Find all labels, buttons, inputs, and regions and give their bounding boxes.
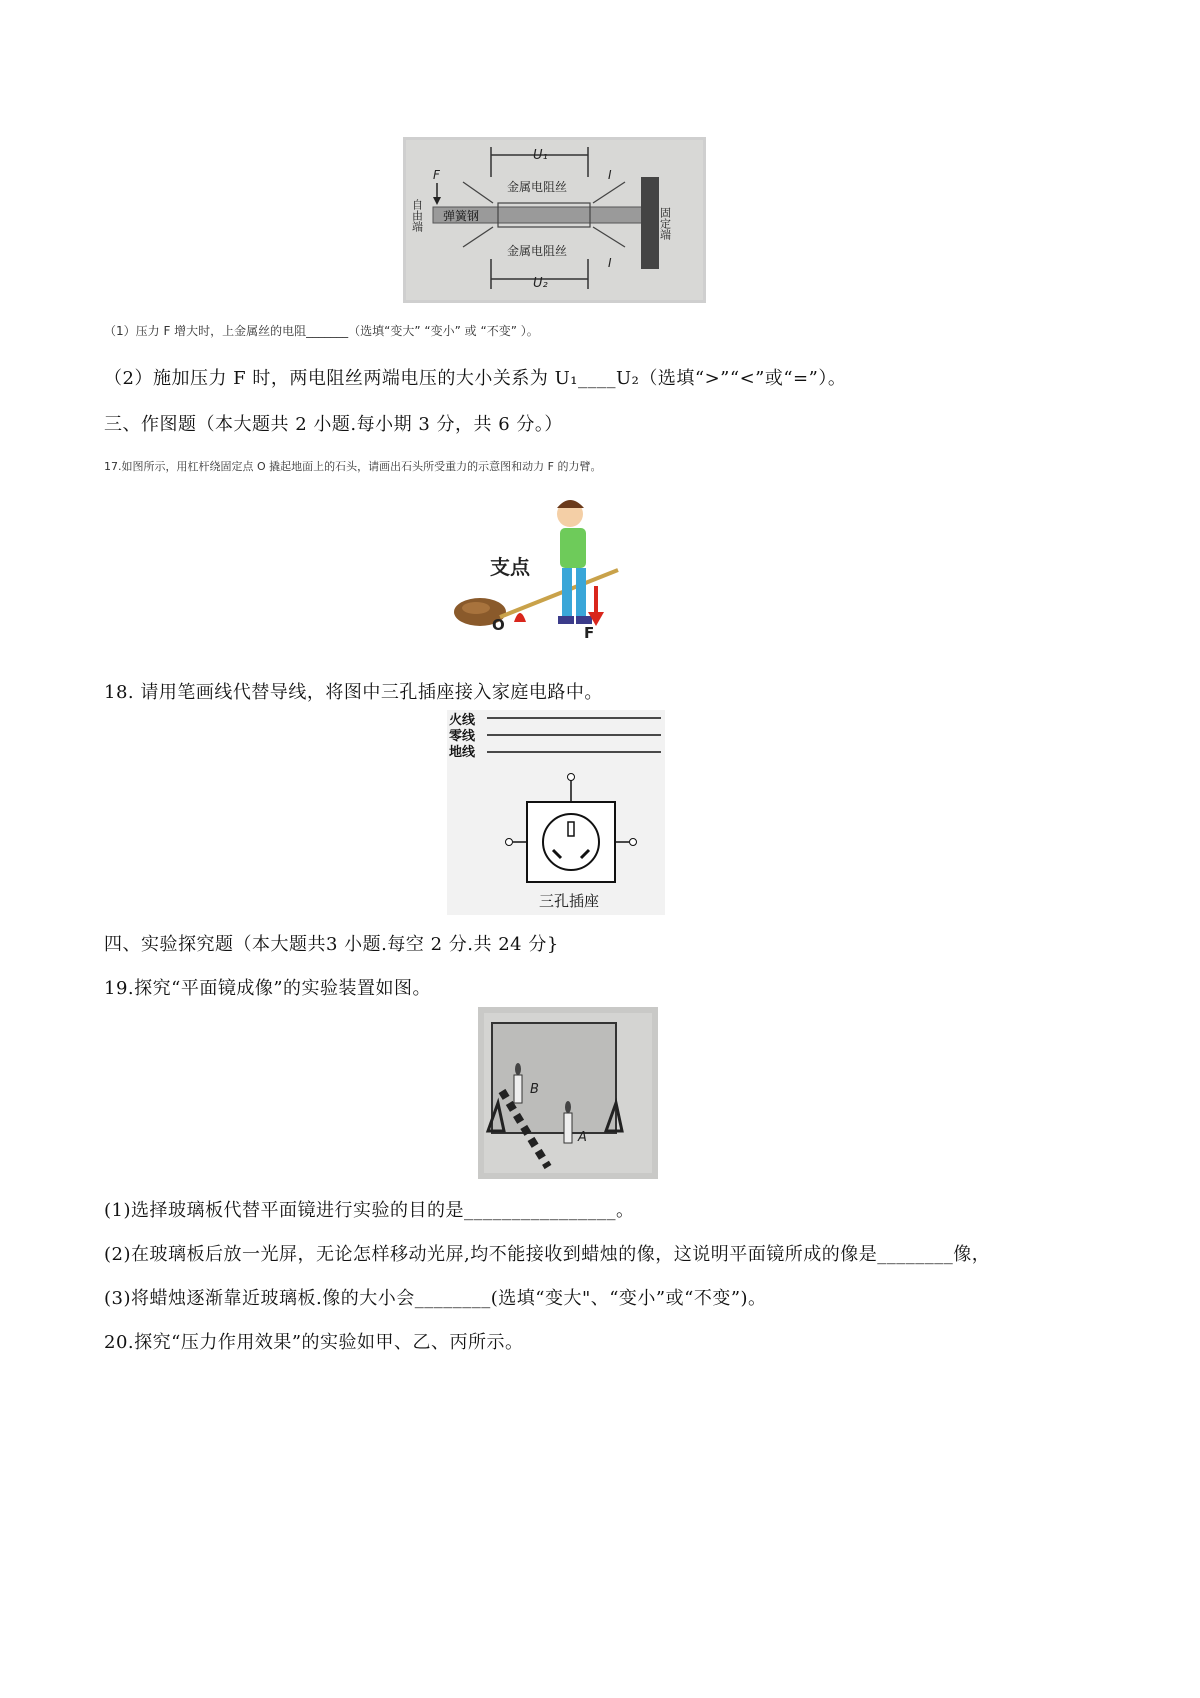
question-17: 17.如图所示，用杠杆绕固定点 O 撬起地面上的石头，请画出石头所受重力的示意图和动力 F 的力臂。 xyxy=(104,460,602,473)
u2-label: U₂ xyxy=(533,276,548,291)
candle-a-label: A xyxy=(578,1130,587,1145)
socket-label: 三孔插座 xyxy=(539,892,600,910)
bottom-wire-label: 金属电阻丝 xyxy=(507,244,568,258)
o-label: O xyxy=(492,616,505,634)
pressure-sensor-figure xyxy=(403,137,706,303)
question-20: 20.探究“压力作用效果”的实验如甲、乙、丙所示。 xyxy=(104,1332,524,1353)
plane-mirror-figure xyxy=(478,1007,658,1179)
lever-figure xyxy=(450,492,650,644)
fulcrum-label: 支点 xyxy=(490,555,530,579)
question-18: 18. 请用笔画线代替导线，将图中三孔插座接入家庭电路中。 xyxy=(104,682,603,703)
question-19: 19.探究“平面镜成像”的实验装置如图。 xyxy=(104,978,432,999)
section-4-heading: 四、实验探究题（本大题共3 小题.每空 2 分.共 24 分} xyxy=(104,934,559,955)
f-arrow-label: F xyxy=(584,624,595,642)
question-19-3: (3)将蜡烛逐渐靠近玻璃板.像的大小会________(选填“变大"、“变小”或“不变”)。 xyxy=(104,1288,767,1309)
ground-wire-label: 地线 xyxy=(449,745,476,760)
free-end-label: 自由端 xyxy=(410,199,424,232)
fixed-end-label: 固定端 xyxy=(658,207,672,240)
live-wire-label: 火线 xyxy=(449,713,476,728)
question-19-1: (1)选择玻璃板代替平面镜进行实验的目的是________________。 xyxy=(104,1200,635,1221)
spring-label: 弹簧钢 xyxy=(443,209,480,223)
question-16-1: （1）压力 F 增大时，上金属丝的电阻_______（选填“变大” “变小” 或 “不变” ）。 xyxy=(104,324,539,338)
question-19-2: (2)在玻璃板后放一光屏，无论怎样移动光屏,均不能接收到蜡烛的像，这说明平面镜所成的像是________像， xyxy=(104,1244,991,1265)
socket-wiring-figure xyxy=(447,710,665,915)
section-3-heading: 三、作图题（本大题共 2 小题.每小期 3 分，共 6 分。） xyxy=(104,414,563,435)
f-label: F xyxy=(433,168,440,182)
candle-b-label: B xyxy=(530,1082,539,1097)
u1-label: U₁ xyxy=(533,148,548,163)
current-label-bottom: I xyxy=(608,256,612,270)
question-16-2: （2）施加压力 F 时，两电阻丝两端电压的大小关系为 U₁____U₂（选填“>”“<”或“=”）。 xyxy=(104,368,847,389)
current-label-top: I xyxy=(608,168,612,182)
top-wire-label: 金属电阻丝 xyxy=(507,180,568,194)
neutral-wire-label: 零线 xyxy=(449,729,476,744)
